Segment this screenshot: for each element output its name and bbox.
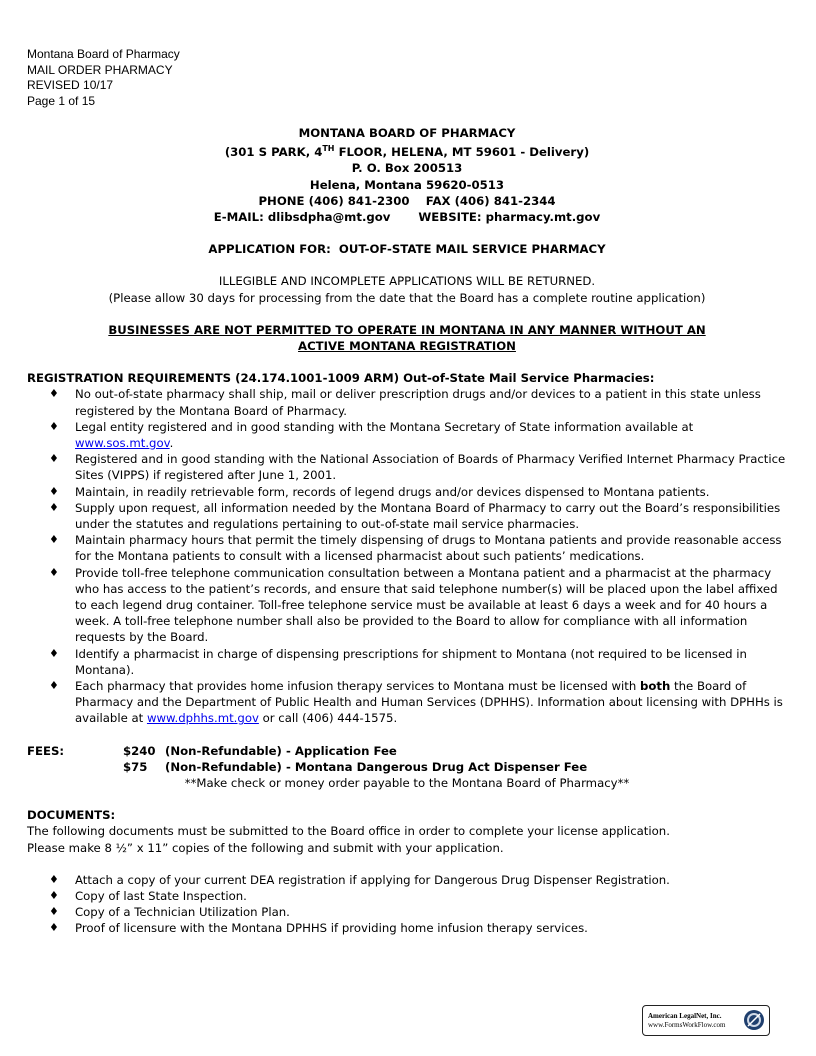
fee-description: (Non-Refundable) - Application Fee (165, 743, 397, 758)
notice-line-2: (Please allow 30 days for processing from the date that the Board has a complete routine application) (108, 290, 706, 305)
list-item: ♦ Proof of licensure with the Montana DPHHS if providing home infusion therapy services. (49, 921, 588, 936)
list-item: ♦ Copy of a Technician Utilization Plan. (49, 905, 290, 920)
american-legalnet-logo[interactable] (642, 1005, 770, 1036)
processing-notice (27, 273, 787, 305)
board-phone-fax: PHONE (406) 841-2300 FAX (406) 841-2344 (258, 193, 556, 208)
fees-label: FEES: (27, 743, 65, 758)
list-item: ♦ Legal entity registered and in good standing with the Montana Secretary of State information available at www.sos.mt.gov. (49, 419, 694, 450)
notice-line-1: ILLEGIBLE AND INCOMPLETE APPLICATIONS WILL BE RETURNED. (218, 274, 596, 289)
board-email: E-MAIL: dlibsdpha@mt.gov (213, 209, 391, 224)
bullet-diamond-icon: ♦ (49, 872, 59, 886)
header-page-number: Page 1 of 15 (27, 93, 96, 108)
fee-row (27, 743, 787, 759)
requirements-list (27, 386, 787, 726)
list-item: ♦ Copy of last State Inspection. (49, 889, 247, 904)
bullet-diamond-icon: ♦ (49, 646, 59, 660)
document-body (27, 125, 787, 937)
fee-row (27, 759, 787, 775)
bullet-diamond-icon: ♦ (49, 565, 59, 579)
header-board-name: Montana Board of Pharmacy (27, 47, 180, 61)
board-address: (301 S PARK, 4TH FLOOR, HELENA, MT 59601 - Delivery) (224, 144, 590, 160)
board-city: Helena, Montana 59620-0513 (309, 177, 505, 192)
dphhs-link[interactable]: www.dphhs.mt.gov (146, 711, 259, 726)
header-form-type: MAIL ORDER PHARMACY (27, 62, 173, 77)
list-item: ♦ Identify a pharmacist in charge of dispensing prescriptions for shipment to Montana (not required to be licensed in Montana). (49, 646, 747, 677)
bullet-diamond-icon: ♦ (49, 921, 59, 935)
list-item: ♦ Registered and in good standing with the National Association of Boards of Pharmacy Verified Internet Pharmacy Practice Sites (VIPPS) if registered after June 1, 2001. (49, 452, 786, 483)
bullet-diamond-icon: ♦ (49, 484, 59, 498)
board-contact (27, 209, 787, 225)
operating-warning: BUSINESSES ARE NOT PERMITTED TO OPERATE IN MONTANA IN ANY MANNER WITHOUT AN ACTIVE MONTANA REGISTRATION (108, 322, 706, 353)
board-website: WEBSITE: pharmacy.mt.gov (418, 209, 601, 224)
bullet-diamond-icon: ♦ (49, 387, 59, 401)
header-revision: REVISED 10/17 (27, 78, 114, 93)
list-item: ♦ Maintain pharmacy hours that permit the timely dispensing of drugs to Montana patients and provide reasonable access for the Montana patients to consult with a licensed pharmacist about such patients’ medications. (49, 533, 782, 564)
list-item: ♦ Attach a copy of your current DEA registration if applying for Dangerous Drug Dispenser Registration. (49, 872, 670, 887)
board-po-box: P. O. Box 200513 (351, 161, 463, 176)
page-header (27, 47, 180, 109)
fee-amount: $240 (123, 743, 156, 758)
fee-amount: $75 (123, 759, 148, 774)
bullet-diamond-icon: ♦ (49, 533, 59, 547)
board-info (27, 125, 787, 225)
bullet-diamond-icon: ♦ (49, 889, 59, 903)
bullet-diamond-icon: ♦ (49, 678, 59, 692)
list-item: ♦ Each pharmacy that provides home infusion therapy services to Montana must be licensed with both the Board of Pharmacy and the Department of Public Health and Human Services (DPHHS). Information about licensing with DPHHs is available at www.dphhs.mt.gov or call (406) 444-1575. (49, 678, 783, 726)
sos-link[interactable]: www.sos.mt.gov (75, 435, 170, 450)
documents-intro-2: Please make 8 ½” x 11” copies of the following and submit with your application. (27, 840, 504, 855)
globe-logo-icon (742, 1008, 766, 1032)
fees-section (27, 743, 787, 792)
bullet-diamond-icon: ♦ (49, 419, 59, 433)
logo-website: www.FormsWorkFlow.com (648, 1021, 726, 1029)
list-item: ♦ No out-of-state pharmacy shall ship, mail or deliver prescription drugs and/or devices to a patient in this state unless registered by the Montana Board of Pharmacy. (49, 387, 761, 418)
board-name: MONTANA BOARD OF PHARMACY (298, 126, 516, 140)
requirements-heading: REGISTRATION REQUIREMENTS (24.174.1001-1009 ARM) Out-of-State Mail Service Pharmacies: (27, 371, 655, 386)
fee-description: (Non-Refundable) - Montana Dangerous Drug Act Dispenser Fee (165, 759, 588, 774)
bullet-diamond-icon: ♦ (49, 905, 59, 919)
logo-company-name: American LegalNet, Inc. (648, 1012, 722, 1020)
list-item: ♦ Provide toll-free telephone communication consultation between a Montana patient and a pharmacist at the pharmacy who has access to the patient’s records, and ensure that said telephone number(s) will be placed upon the label affixed to each legend drug container. Toll-free telephone service must be available at least 6 days a week and for 40 hours a week. A toll-free telephone number shall also be provided to the Board to allow for compliance with all information requests by the Board. (49, 565, 778, 645)
fee-payment-note: **Make check or money order payable to the Montana Board of Pharmacy** (184, 776, 630, 790)
bullet-diamond-icon: ♦ (49, 500, 59, 514)
application-title: APPLICATION FOR: OUT-OF-STATE MAIL SERVICE PHARMACY (208, 242, 606, 257)
list-item: ♦ Maintain, in readily retrievable form, records of legend drugs and/or devices dispensed to Montana patients. (49, 484, 710, 499)
documents-heading: DOCUMENTS: (27, 808, 116, 823)
documents-intro-1: The following documents must be submitted to the Board office in order to complete your license application. (27, 824, 670, 839)
list-item: ♦ Supply upon request, all information needed by the Montana Board of Pharmacy to carry out the Board’s responsibilities under the statutes and regulations pertaining to out-of-state mail service pharmacies. (49, 500, 781, 531)
documents-list (27, 872, 787, 937)
bullet-diamond-icon: ♦ (49, 452, 59, 466)
